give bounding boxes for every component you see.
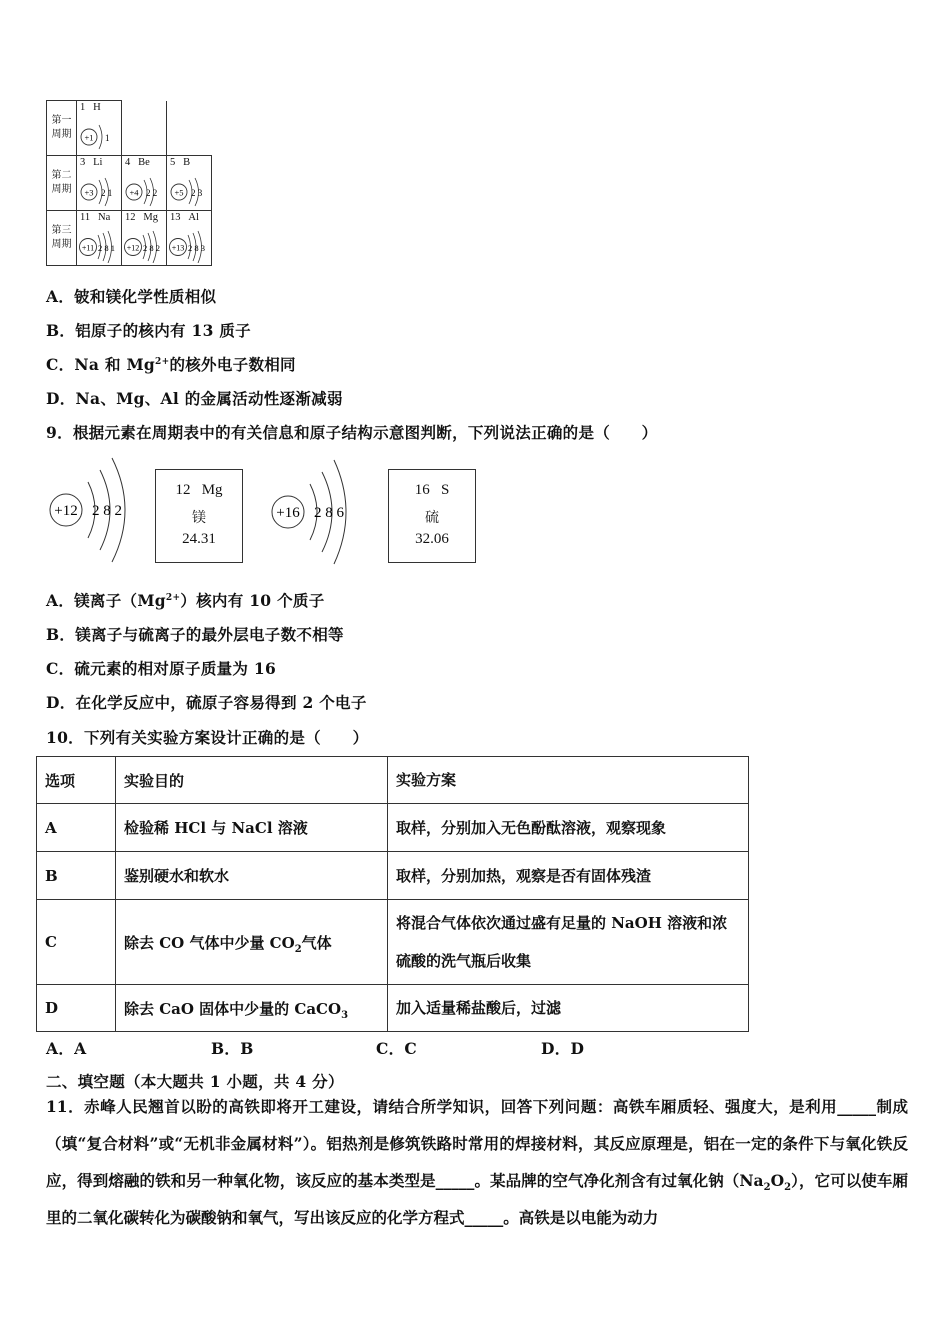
svg-text:2 8 2: 2 8 2 [92, 503, 122, 519]
element-cell-na: 11 Na +11 2 8 1 [77, 211, 122, 266]
element-cell-h: 1 H +1 1 [77, 101, 122, 156]
mg-atom-diagram [44, 452, 144, 568]
svg-text:+3: +3 [84, 187, 94, 198]
atom-diagram [77, 227, 121, 263]
element-cell-be: 4 Be +4 2 2 [122, 156, 167, 211]
atom-diagram [167, 172, 211, 208]
svg-text:2 2: 2 2 [146, 188, 158, 198]
table-row [37, 985, 749, 1032]
element-cell-al: 13 Al +13 2 8 3 [167, 211, 212, 266]
q8-option-c: C．Na 和 $Mg^{2+}$的核外电子数相同 [46, 355, 296, 374]
table-cell: 检验稀 HCl 与 NaCl 溶液 [116, 804, 388, 852]
svg-text:2 8 2: 2 8 2 [143, 243, 160, 253]
atom-diagram [77, 172, 121, 208]
s-atom-diagram [268, 452, 368, 568]
svg-text:+12: +12 [54, 503, 78, 519]
atom-diagram [122, 172, 166, 208]
svg-text:2 8 1: 2 8 1 [98, 243, 115, 253]
atom-diagram [122, 227, 166, 263]
table-cell: 除去 CO 气体中少量 $CO_2$气体 [116, 900, 388, 985]
q8-option-b: B．铝原子的核内有 13 质子 [46, 321, 251, 340]
period-label: 第三 周期 [47, 211, 77, 266]
table-row [37, 852, 749, 900]
period-label: 第二 周期 [47, 156, 77, 211]
table-cell: 取样，分别加入无色酚酞溶液，观察现象 [388, 804, 749, 852]
table-cell: 加入适量稀盐酸后，过滤 [388, 985, 749, 1032]
q9-option-c: C．硫元素的相对原子质量为 16 [46, 659, 277, 678]
table-cell: B [37, 852, 116, 900]
q9-stem: 9．根据元素在周期表中的有关信息和原子结构示意图判断，下列说法正确的是（ ） [46, 423, 658, 442]
svg-text:2 3: 2 3 [191, 188, 203, 198]
atom-diagram [77, 117, 121, 153]
q9-option-b: B．镁离子与硫离子的最外层电子数不相等 [46, 625, 344, 644]
q8-option-d: D．Na、Mg、Al 的金属活动性逐渐减弱 [46, 389, 343, 408]
svg-text:2 8 3: 2 8 3 [188, 243, 205, 253]
s-element-box: 16 S 硫 32.06 [388, 469, 476, 563]
svg-text:+13: +13 [171, 243, 185, 253]
table-cell: C [37, 900, 116, 985]
element-cell-li: 3 Li +3 2 1 [77, 156, 122, 211]
table-header-cell: 实验目的 [116, 757, 388, 804]
q11-paragraph: 11．赤峰人民翘首以盼的高铁即将开工建设，请结合所学知识，回答下列问题：高铁车厢质轻、强度大，是利用_____制成（填“复合材料”或“无机非金属材料”）。铝热剂是修筑铁路时常用的焊接材料，其反应原理是，铝在一定的条件下与氧化铁反应，得到熔融的铁和另一种氧化物，该反应的基本类型是_____。某品牌的空气净化剂含有过氧化钠$(Na_2O_2)$，它可以使车厢里的二氧化碳转化为碳酸钠和氧气，写出该反应的化学方程式_____。高铁是以电能为动力 [46, 1097, 908, 1227]
q10-answer-a: A．A [46, 1039, 87, 1058]
svg-text:+12: +12 [126, 243, 140, 253]
element-cell-mg: 12 Mg +12 2 8 2 [122, 211, 167, 266]
q10-stem: 10．下列有关实验方案设计正确的是（ ） [46, 728, 369, 747]
periodic-table-excerpt [46, 100, 212, 266]
table-row [37, 804, 749, 852]
table-cell: 取样，分别加热，观察是否有固体残渣 [388, 852, 749, 900]
q8-option-a: A．铍和镁化学性质相似 [46, 287, 217, 306]
q10-answer-d: D．D [541, 1039, 585, 1058]
q10-answer-c: C．C [376, 1039, 418, 1058]
period-label: 第一 周期 [47, 101, 77, 156]
q9-option-d: D．在化学反应中，硫原子容易得到 2 个电子 [46, 693, 367, 712]
svg-text:2 8 6: 2 8 6 [314, 505, 344, 521]
table-cell: D [37, 985, 116, 1032]
svg-text:2 1: 2 1 [101, 188, 113, 198]
q10-answer-b: B．B [211, 1039, 254, 1058]
table-header-cell: 选项 [37, 757, 116, 804]
mg-element-box: 12 Mg 镁 24.31 [155, 469, 243, 563]
svg-text:1: 1 [105, 133, 110, 143]
table-row [37, 900, 749, 985]
svg-text:+11: +11 [81, 243, 95, 253]
experiment-table [36, 756, 749, 1032]
svg-text:+5: +5 [174, 187, 184, 198]
element-cell-b: 5 B +5 2 3 [167, 156, 212, 211]
table-cell: A [37, 804, 116, 852]
section-title: 二、填空题（本大题共 1 小题，共 4 分） [46, 1072, 344, 1091]
table-cell: 鉴别硬水和软水 [116, 852, 388, 900]
q9-option-a: A．镁离子$(Mg^{2+})$核内有 10 个质子 [46, 591, 325, 610]
table-cell: 除去 CaO 固体中少量的 CaCO$_3$ [116, 985, 388, 1032]
svg-text:+4: +4 [129, 187, 139, 198]
atom-diagram [167, 227, 211, 263]
table-header-cell: 实验方案 [388, 757, 749, 804]
svg-text:+16: +16 [276, 505, 300, 521]
table-header-row [37, 757, 749, 804]
table-cell: 将混合气体依次通过盛有足量的 NaOH 溶液和浓硫酸的洗气瓶后收集 [388, 900, 749, 985]
svg-text:+1: +1 [84, 132, 94, 143]
